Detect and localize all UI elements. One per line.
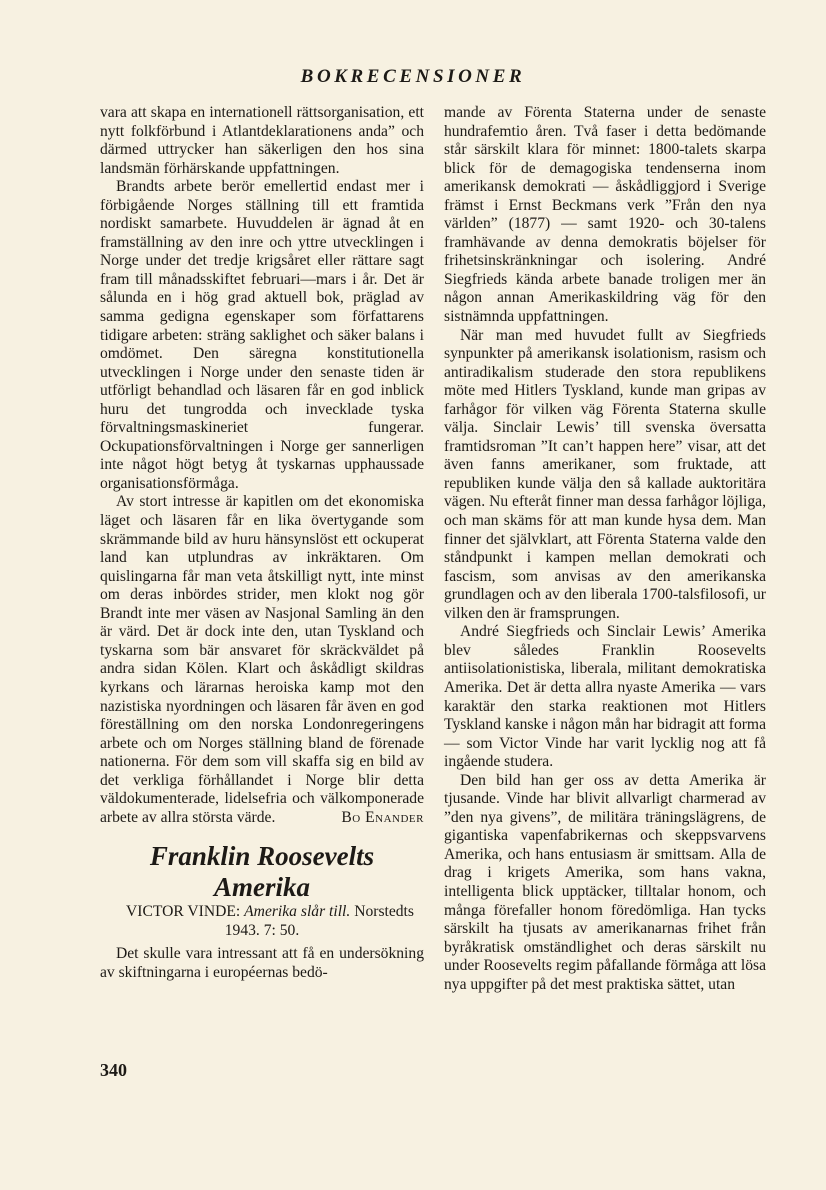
left-column [100,104,424,983]
review2-paragraph-3: När man med huvudet fullt av Siegfrieds synpunkter på amerikansk isolationism, rasism och antiradikalism studerade den stora republikens möte med Hitlers Tyskland, kunde man gripas av farhågor för vilken väg Förenta Staterna skulle välja. Sinclair Lewis’ till svenska översatta framtidsroman ”It can’t happen here” visar, att det även fanns amerikaner, som fruktade, att republiken kunde välja den så kallade auktoritära vägen. Nu efteråt finner man dessa farhågor löjliga, och man skäms för att man kunde hysa dem. Man finner det självklart, att Förenta Staterna valde den ståndpunkt i kampen mellan demokrati och fascism, som anvisas av den amerikanska grundlagen och av den liberala 1700-talsfilosofi, ur vilken den är framsprungen. [444,326,766,622]
review2-bibliography [100,903,424,940]
review2-work-title: Amerika slår till. [244,903,351,921]
review2-author: VICTOR VINDE: [126,903,241,921]
right-column [444,104,766,994]
review1-paragraph-3-text: Av stort intresse är kapitlen om det ekonomiska läget och läsaren får en lika övertygande som skrämmande bild av huru hänsynslöst ett ockuperat land kan utplundras av inkräktaren. Om quislingarna får man veta åtskilligt nytt, inte minst om deras inbördes strider, men klokt nog gör Brandt inte mer väsen av Nasjonal Samling än den är värd. Det är dock inte den, utan Tyskland och tyskarna som bär ansvaret för skräckväldet på andra sidan Kölen. Klart och åskådligt skildras kyrkans och lärarnas heroiska kamp mot den nazistiska nyordningen och läsaren får även en god föreställning om den norska Londonregeringens arbete och om Norges ställning bland de förenade nationerna. För dem som vill skaffa sig en bild av det verkliga förhållandet i Norge blir detta väldokumenterade, lidelsefria och välkomponerade arbete av allra [100,493,424,826]
review2-title-line-2: Amerika [213,872,310,903]
review2-paragraph-1: Det skulle vara intressant att få en undersökning av skiftningarna i européernas bedö- [100,945,424,981]
review1-signature: Bo Enander [341,808,424,826]
running-header: BOKRECENSIONER [300,66,526,87]
review1-paragraph-1: vara att skapa en internationell rättsorganisation, ett nytt folkförbund i Atlantdeklarationens anda” och därmed uttrycker han säkerligen den hos sina landsmän förhärskande uppfattningen. [100,104,424,177]
review2-paragraph-2: mande av Förenta Staterna under de senaste hundrafemtio åren. Två faser i detta bedömande står särskilt klara för minnet: 1800-talets skarpa blick för de demagogiska tendenserna inom amerikansk demokrati — åskådliggjord i Sverige främst i Ernst Beckmans verk ”Från den nya världen” (1877) — samt 1920- och 30-talens framhävande av denna demokratis böjelser för frihetsinskränkningar och isolering. André Siegfrieds kända arbete banade troligen mer än någon annan Amerikaskildring väg för den sistnämnda uppfattningen. [444,104,766,326]
review1-closing [192,809,275,826]
review2-paragraph-5: Den bild han ger oss av detta Amerika är tjusande. Vinde har blivit allvarligt charmerad av ”den nya givens”, de militära träningslägrens, de gigantiska vapenfabrikernas och skeppsvarvens Amerika, och hans entusiasm är smittsam. Alla de drag i krigets Amerika, som hans vakna, intelligenta blick upptäcker, tilltalar honom, och många förefaller honom föredömliga. Han tycks särskilt ha tjusats av amerikanarnas frihet från byråkratisk omständlighet och deras särskilt nu under Roosevelts regim påfallande förmåga att lösa nya uppgifter på det mest praktiska sättet, utan [444,771,766,993]
review1-closing-text: största värde. [192,808,276,826]
review1-paragraph-3 [100,493,424,827]
review2-title [100,841,424,903]
page-number: 340 [100,1060,127,1080]
review2-publisher: Norstedts 1943. 7: 50. [224,903,414,939]
review2-title-line-1: Franklin Roosevelts [149,841,375,872]
review1-paragraph-2: Brandts arbete berör emellertid endast mer i förbigående Norges ställning till ett framtida nordiskt samarbete. Huvuddelen är ägnad åt en framställning av den inre och yttre utvecklingen i Norge under det tredje krigsåret eller rättare sagt fram till månadsskiftet februari—mars i år. Det är sålunda en i hög grad aktuell bok, präglad av samma gedigna egenskaper som författarens tidigare arbeten: sträng saklighet och säker balans i omdömet. Den säregna konstitutionella utvecklingen i Norge under den senaste tiden är utförligt behandlad och läsaren får en god inblick huru det tungrodda och invecklade tyska förvaltningsmaskineriet fungerar. Ockupationsförvaltningen i Norge ger sannerligen inte något högt betyg åt tyskarnas upphaussade organisationsförmåga. [100,178,424,492]
review2-paragraph-4: André Siegfrieds och Sinclair Lewis’ Amerika blev således Franklin Roosevelts antiisolationistiska, liberala, militant demokratiska Amerika. Det är detta allra nyaste Amerika — vars karaktär den starka reaktionen mot Hitlers Tyskland kanske i någon mån har bidragit att forma — som Victor Vinde har varit lycklig nog att få ingående studera. [444,623,766,771]
